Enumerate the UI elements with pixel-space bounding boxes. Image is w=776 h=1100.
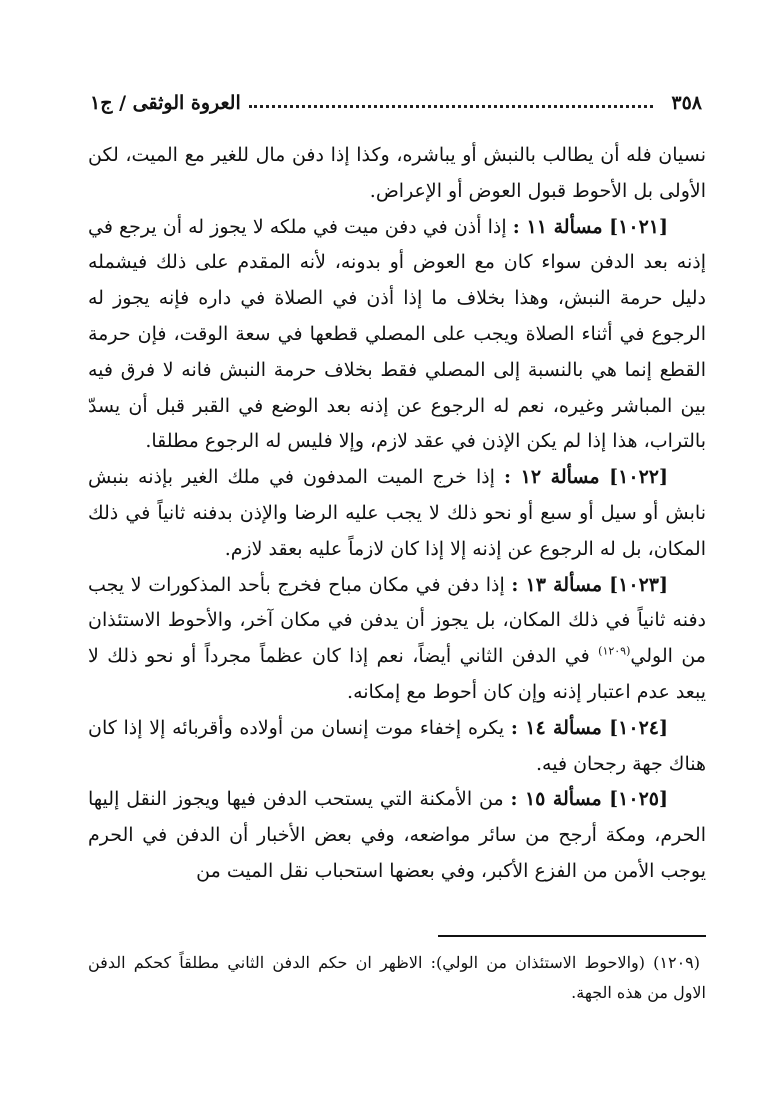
paragraph	[88, 711, 706, 783]
paragraph	[88, 210, 706, 461]
footnote-text: (١٢٠٩) (والاحوط الاستئذان من الولي): الاظهر ان حكم الدفن الثاني مطلقاً كحكم الدفن الاول من هذه الجهة.	[88, 953, 706, 1002]
issue-number: [١٠٢٤] مسألة ١٤ :	[510, 716, 668, 739]
paragraph	[88, 782, 706, 889]
footnote-reference: (١٢٠٩)	[598, 644, 631, 658]
issue-number: [١٠٢١] مسألة ١١ :	[512, 215, 668, 238]
paragraph-text: يكره إخفاء موت إنسان من أولاده وأقربائه إلا إذا كان هناك جهة رجحان فيه.	[88, 716, 706, 775]
header-dot-leader	[249, 105, 654, 108]
running-title: العروة الوثقى / ج١	[90, 92, 241, 114]
main-text	[88, 138, 706, 890]
issue-number: [١٠٢٥] مسألة ١٥ :	[510, 788, 668, 811]
paragraph	[88, 138, 706, 210]
paragraph-text-continued: في الدفن الثاني أيضاً، نعم إذا كان عظماً مجرداً أو نحو ذلك لا يبعد عدم اعتبار إذنه وإن كان أحوط مع إمكانه.	[88, 645, 706, 703]
paragraph-text: من الأمكنة التي يستحب الدفن فيها ويجوز النقل إليها الحرم، ومكة أرجح من سائر مواضعه، وفي بعض الأخبار أن الدفن في الحرم يوجب الأمن من الفزع الأكبر، وفي بعضها استحباب نقل الميت من	[88, 788, 706, 882]
paragraph-text: إذا أذن في دفن ميت في ملكه لا يجوز له أن يرجع في إذنه بعد الدفن سواء كان مع العوض أو بدونه، لأنه المقدم على ذلك فيشمله دليل حرمة النبش، وهذا بخلاف ما إذا أذن في الصلاة في داره فإنه يجوز له الرجوع في أثناء الصلاة ويجب على المصلي قطعها في سعة الوقت، فإن حرمة القطع إنما هي بالنسبة إلى المصلي فقط بخلاف حرمة النبش فانه لا فرق فيه بين المباشر وغيره، نعم له الرجوع عن إذنه بعد الوضع في القبر قبل أن يسدّ بالتراب، هذا إذا لم يكن الإذن في عقد لازم، وإلا فليس له الرجوع مطلقا.	[88, 215, 706, 453]
paragraph	[88, 568, 706, 711]
paragraph	[88, 460, 706, 567]
issue-number: [١٠٢٢] مسألة ١٢ :	[504, 466, 668, 489]
page-header	[90, 88, 702, 118]
paragraph-text: إذا خرج الميت المدفون في ملك الغير بإذنه بنبش نابش أو سيل أو سبع أو نحو ذلك لا يجب عليه الرضا والإذن بدفنه ثانياً في ذلك المكان، بل له الرجوع عن إذنه إلا إذا كان لازماً عليه بعقد لازم.	[88, 466, 706, 560]
paragraph-text: نسيان فله أن يطالب بالنبش أو يباشره، وكذا إذا دفن مال للغير مع الميت، لكن الأولى بل الأحوط قبول العوض أو الإعراض.	[88, 144, 706, 202]
issue-number: [١٠٢٣] مسألة ١٣ :	[511, 573, 668, 596]
footnote	[88, 948, 706, 1008]
page-number: ٣٥٨	[671, 92, 702, 114]
footnote-separator	[438, 935, 706, 937]
paragraph-text: إذا دفن في مكان مباح فخرج بأحد المذكورات لا يجب دفنه ثانياً في ذلك المكان، بل يجوز أن يدفن في مكان آخر، والأحوط الاستئذان من الولي	[88, 573, 706, 668]
